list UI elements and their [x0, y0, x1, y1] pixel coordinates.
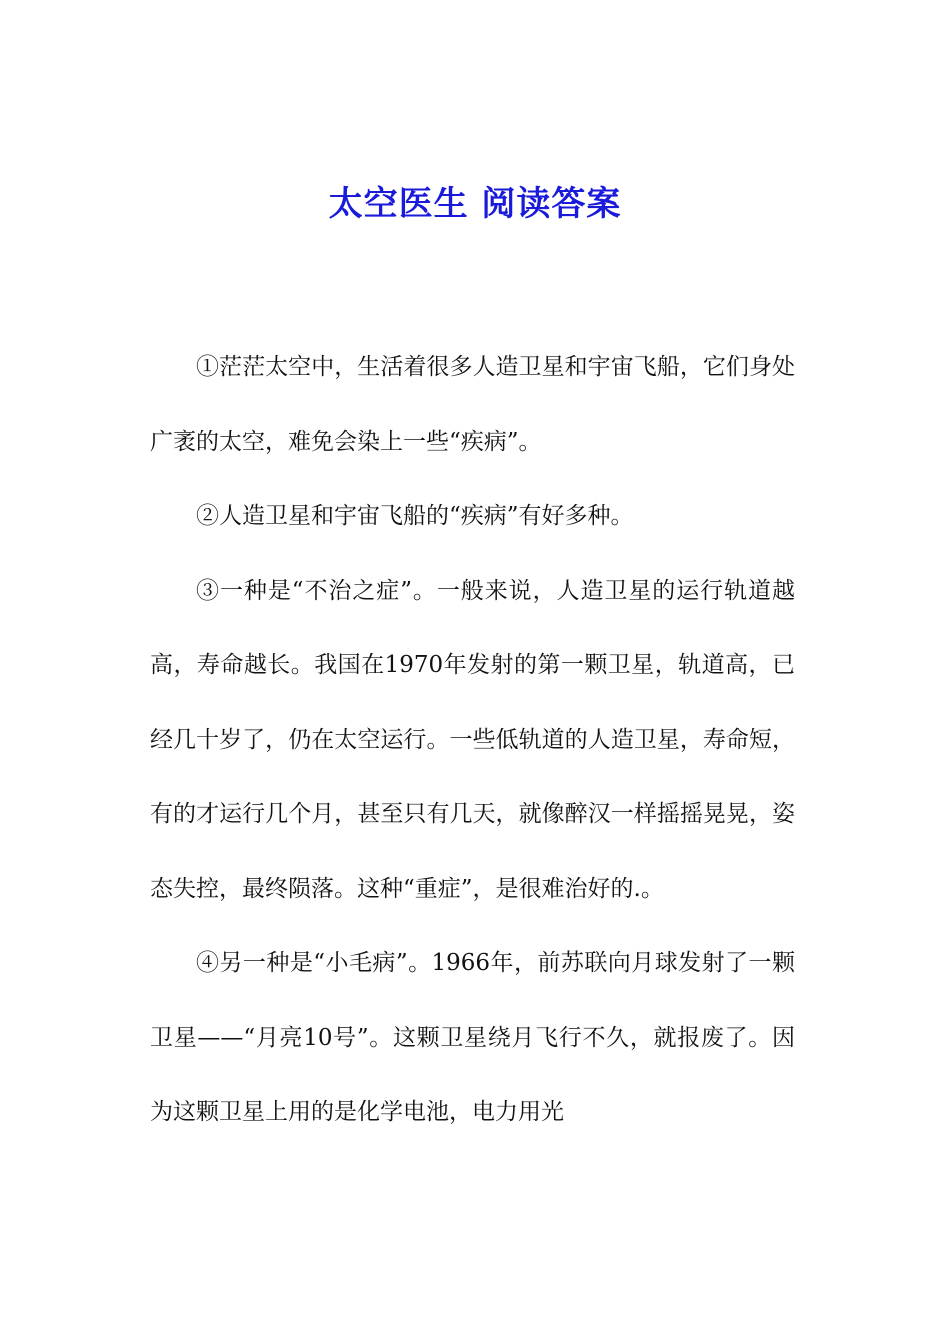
- document-title: 太空医生 阅读答案: [328, 184, 622, 224]
- document-body: [150, 330, 795, 1150]
- paragraph-2: ②人造卫星和宇宙飞船的“疾病”有好多种。: [196, 503, 634, 529]
- paragraph-4: ④另一种是“小毛病”。1966年，前苏联向月球发射了一颗卫星——“月亮10号”。这颗卫星绕月飞行不久，就报废了。因为这颗卫星上用的是化学电池，电力用光: [150, 950, 795, 1125]
- paragraph-3: ③一种是“不治之症”。一般来说，人造卫星的运行轨道越高，寿命越长。我国在1970年发射的第一颗卫星，轨道高，已经几十岁了，仍在太空运行。一些低轨道的人造卫星，寿命短，有的才运行几个月，甚至只有几天，就像醉汉一样摇摇晃晃，姿态失控，最终陨落。这种“重症”，是很难治好的.。: [150, 577, 795, 902]
- paragraph-1: ①茫茫太空中，生活着很多人造卫星和宇宙飞船，它们身处广袤的太空，难免会染上一些“疾病”。: [150, 354, 795, 455]
